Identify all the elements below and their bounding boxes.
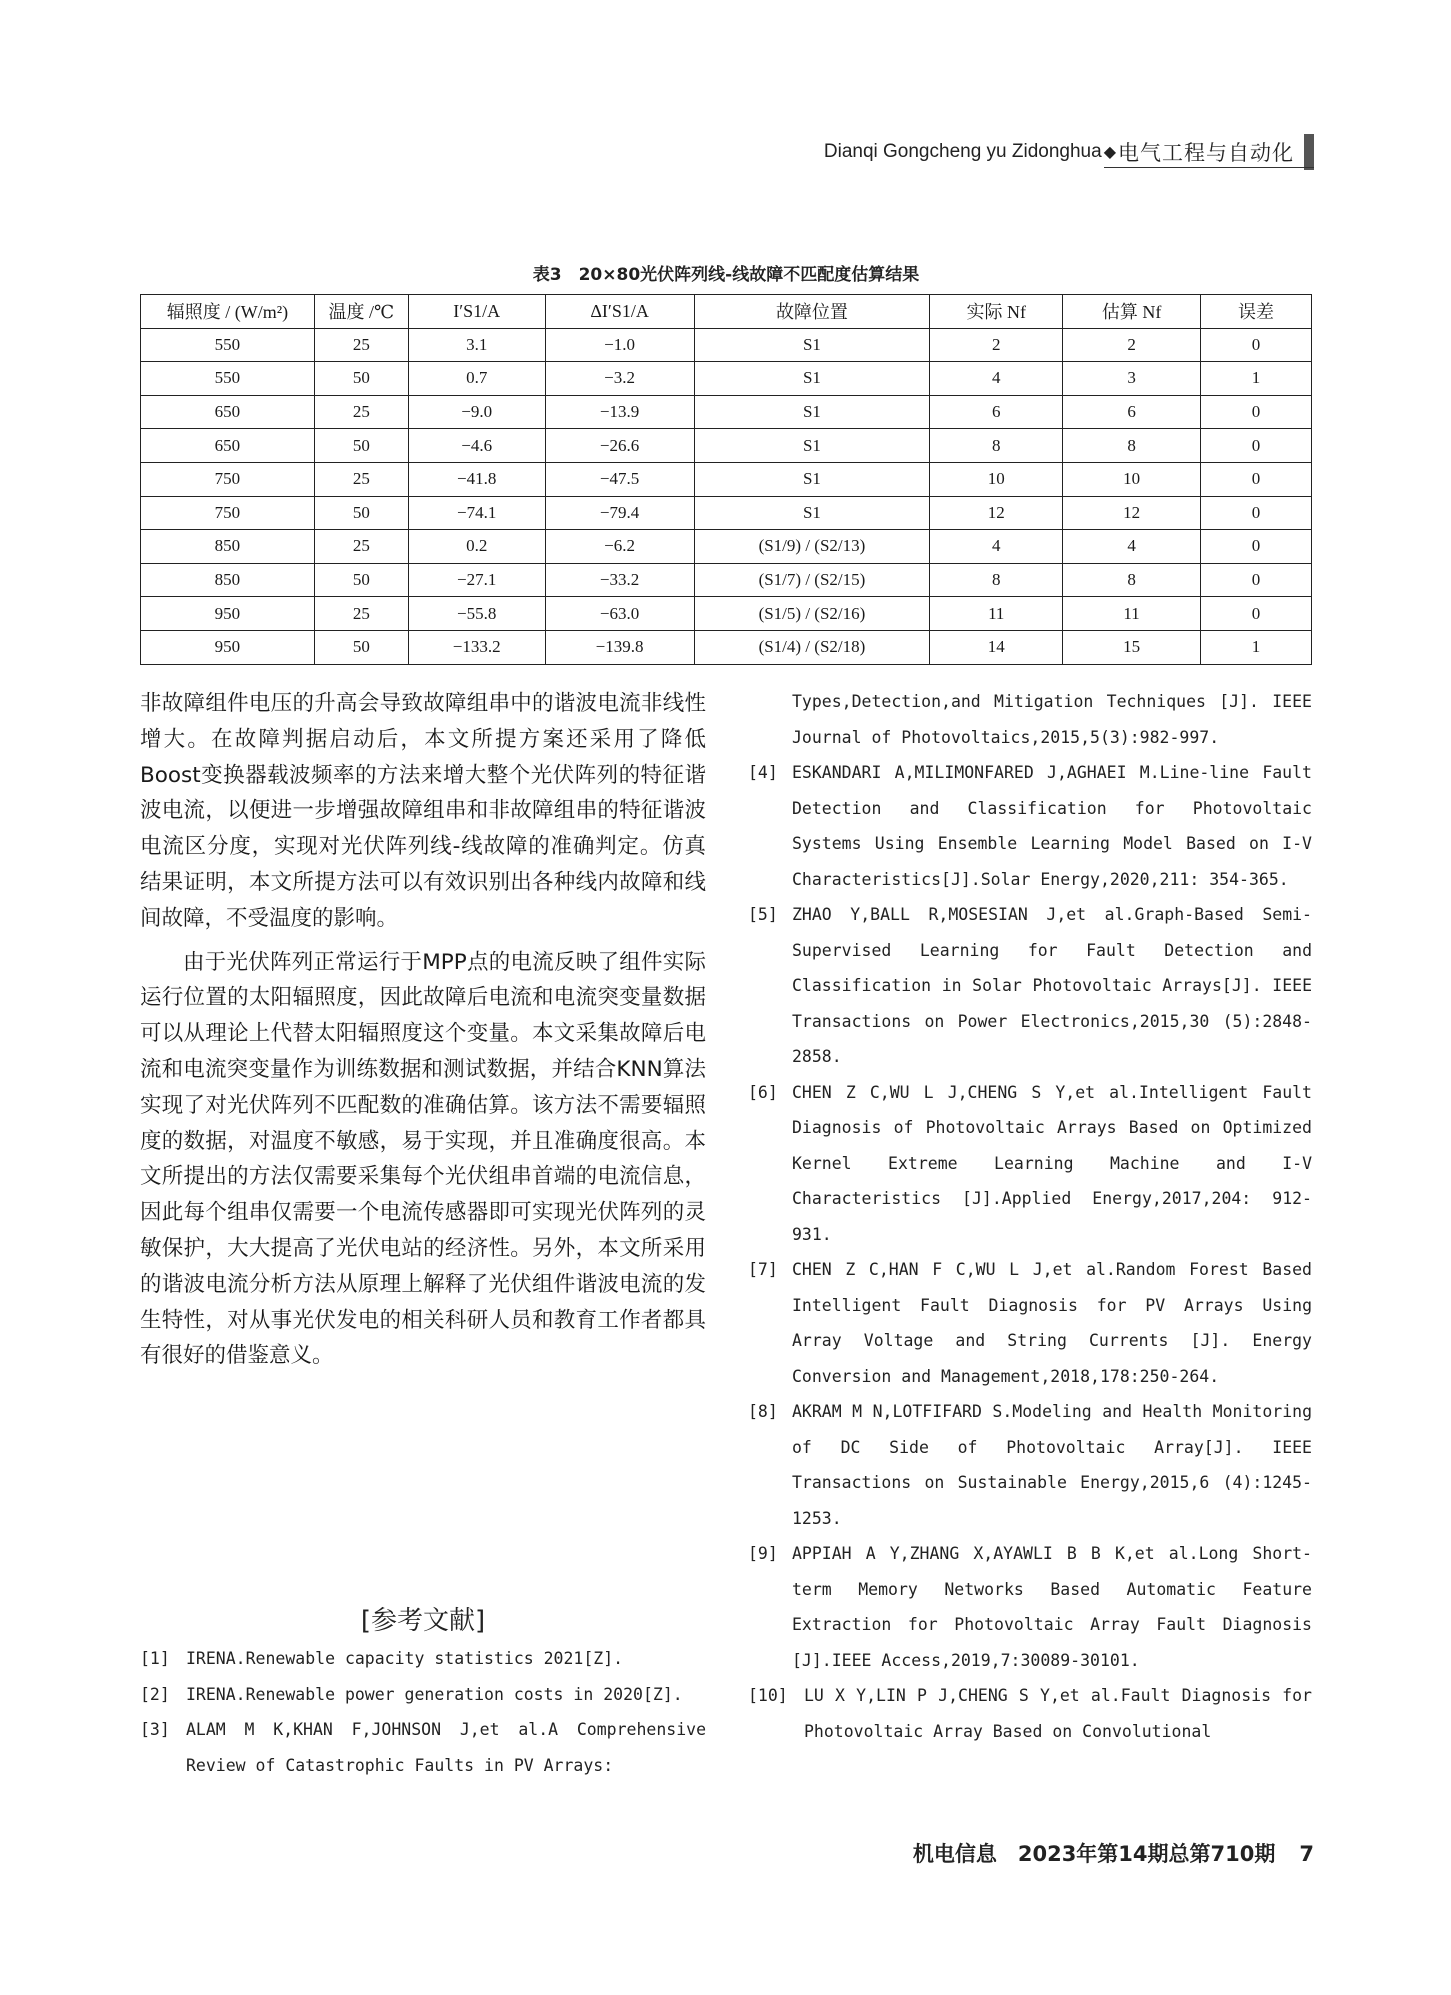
reference-number: [9] <box>748 1544 778 1563</box>
table-cell: 850 <box>141 530 315 564</box>
table-cell: S1 <box>694 429 930 463</box>
reference-number: [2] <box>140 1684 170 1704</box>
table-cell: −47.5 <box>545 462 694 496</box>
table-cell: −33.2 <box>545 563 694 597</box>
table-cell: 12 <box>1063 496 1201 530</box>
table-cell: −3.2 <box>545 362 694 396</box>
table-cell: 0 <box>1201 462 1312 496</box>
table-row <box>141 429 1312 463</box>
table-header-cell: 辐照度 / (W/m²) <box>141 295 315 329</box>
table-cell: −41.8 <box>408 462 545 496</box>
table-cell: −55.8 <box>408 597 545 631</box>
header-rule <box>1104 167 1314 168</box>
table-header-row <box>141 295 1312 329</box>
reference-item <box>748 1536 1312 1678</box>
body-text <box>140 686 706 1374</box>
running-header <box>770 132 1314 172</box>
table-cell: 50 <box>314 429 408 463</box>
table-cell: 6 <box>1063 395 1201 429</box>
references-right-column <box>748 684 1312 1749</box>
references-heading: [参考文献] <box>360 1606 486 1636</box>
table-cell: S1 <box>694 328 930 362</box>
table-header-cell: ΔI′S1/A <box>545 295 694 329</box>
reference-text: ESKANDARI A,MILIMONFARED J,AGHAEI M.Line-line Fault Detection and Classification for Photovoltaic Systems Using Ensemble Learning Model Based on I-V Characteristics[J].Solar Energy,2020,211: 354-365. <box>792 763 1312 889</box>
reference-text: IRENA.Renewable capacity statistics 2021[Z]. <box>186 1649 624 1668</box>
footer-journal-issue: 机电信息 2023年第14期总第710期 <box>912 1842 1276 1866</box>
table-cell: 50 <box>314 496 408 530</box>
reference-text: LU X Y,LIN P J,CHENG S Y,et al.Fault Diagnosis for Photovoltaic Array Based on Convolutional <box>804 1686 1312 1741</box>
table-cell: 2 <box>1063 328 1201 362</box>
table-cell: −63.0 <box>545 597 694 631</box>
table-cell: S1 <box>694 362 930 396</box>
table-cell: 1 <box>1201 362 1312 396</box>
table-cell: 950 <box>141 597 315 631</box>
table-cell: 0.2 <box>408 530 545 564</box>
header-bar-marker <box>1304 134 1314 170</box>
reference-item <box>748 1252 1312 1394</box>
table-cell: (S1/4) / (S2/18) <box>694 630 930 664</box>
table-cell: −74.1 <box>408 496 545 530</box>
reference-number: [1] <box>140 1649 170 1668</box>
table-row <box>141 362 1312 396</box>
table-row <box>141 395 1312 429</box>
table-cell: 50 <box>314 362 408 396</box>
table-cell: 2 <box>930 328 1063 362</box>
page-footer <box>860 1838 1314 1868</box>
reference-text: IRENA.Renewable power generation costs in 2020[Z]. <box>186 1684 683 1704</box>
table-cell: 0 <box>1201 597 1312 631</box>
reference-item <box>748 1394 1312 1536</box>
table-row <box>141 328 1312 362</box>
table-row <box>141 630 1312 664</box>
table-cell: −26.6 <box>545 429 694 463</box>
table-cell: 0.7 <box>408 362 545 396</box>
table-cell: 650 <box>141 395 315 429</box>
table-cell: 50 <box>314 630 408 664</box>
table-cell: 650 <box>141 429 315 463</box>
table-cell: 3.1 <box>408 328 545 362</box>
table-cell: −79.4 <box>545 496 694 530</box>
table-cell: 11 <box>1063 597 1201 631</box>
reference-item <box>748 897 1312 1075</box>
table-title: 表3 20×80光伏阵列线-线故障不匹配度估算结果 <box>532 265 920 285</box>
table-cell: −4.6 <box>408 429 545 463</box>
table-row <box>141 530 1312 564</box>
reference-text: CHEN Z C,HAN F C,WU L J,et al.Random Forest Based Intelligent Fault Diagnosis for PV Arrays Using Array Voltage and String Currents [J]. Energy Conversion and Management,2018,178:250-264. <box>792 1260 1312 1386</box>
table-cell: 8 <box>930 563 1063 597</box>
reference-text: CHEN Z C,WU L J,CHENG S Y,et al.Intelligent Fault Diagnosis of Photovoltaic Arrays Based on Optimized Kernel Extreme Learning Machine and I-V Characteristics [J].Applied Energy,2017,204: 912-931. <box>792 1082 1312 1244</box>
table-cell: 12 <box>930 496 1063 530</box>
table-header-cell: 温度 /℃ <box>314 295 408 329</box>
references-left-column <box>140 1641 706 1783</box>
table-cell: 25 <box>314 395 408 429</box>
table-header-cell: 实际 Nf <box>930 295 1063 329</box>
table-cell: 550 <box>141 362 315 396</box>
table-cell: 8 <box>1063 563 1201 597</box>
diamond-separator-icon: ◆ <box>1103 144 1116 161</box>
reference-number: [3] <box>140 1720 170 1739</box>
table-cell: 950 <box>141 630 315 664</box>
table-cell: 4 <box>930 530 1063 564</box>
table-cell: 0 <box>1201 328 1312 362</box>
reference-number: [7] <box>748 1260 778 1279</box>
table-cell: 0 <box>1201 563 1312 597</box>
table-cell: 25 <box>314 462 408 496</box>
reference-item-continued <box>748 684 1312 755</box>
table-cell: 8 <box>930 429 1063 463</box>
table-cell: 0 <box>1201 496 1312 530</box>
table-cell: 8 <box>1063 429 1201 463</box>
reference-number: [5] <box>748 905 778 924</box>
table-cell: −9.0 <box>408 395 545 429</box>
reference-item <box>748 1678 1312 1749</box>
table-cell: −13.9 <box>545 395 694 429</box>
table-cell: 0 <box>1201 395 1312 429</box>
table-cell: (S1/5) / (S2/16) <box>694 597 930 631</box>
table-cell: 550 <box>141 328 315 362</box>
journal-name-chinese: 电气工程与自动化 <box>1118 142 1294 165</box>
reference-text: APPIAH A Y,ZHANG X,AYAWLI B B K,et al.Long Short-term Memory Networks Based Automatic Feature Extraction for Photovoltaic Array Fault Diagnosis [J].IEEE Access,2019,7:30089-30101. <box>792 1544 1312 1670</box>
table-cell: 0 <box>1201 530 1312 564</box>
table-cell: S1 <box>694 462 930 496</box>
table-cell: 750 <box>141 462 315 496</box>
table-cell: S1 <box>694 496 930 530</box>
table-body <box>141 328 1312 664</box>
body-paragraph-2: 由于光伏阵列正常运行于MPP点的电流反映了组件实际运行位置的太阳辐照度，因此故障后电流和电流突变量数据可以从理论上代替太阳辐照度这个变量。本文采集故障后电流和电流突变量作为训练数据和测试数据，并结合KNN算法实现了对光伏阵列不匹配数的准确估算。该方法不需要辐照度的数据，对温度不敏感，易于实现，并且准确度很高。本文所提出的方法仅需要采集每个光伏组串首端的电流信息，因此每个组串仅需要一个电流传感器即可实现光伏阵列的灵敏保护，大大提高了光伏电站的经济性。另外，本文所采用的谐波电流分析方法从原理上解释了光伏组件谐波电流的发生特性，对从事光伏发电的相关科研人员和教育工作者都具有很好的借鉴意义。 <box>140 949 706 1369</box>
reference-text: AKRAM M N,LOTFIFARD S.Modeling and Health Monitoring of DC Side of Photovoltaic Array[J]. IEEE Transactions on Sustainable Energy,2015,6 (4):1245-1253. <box>792 1402 1312 1528</box>
table-cell: 10 <box>930 462 1063 496</box>
body-paragraph-1: 非故障组件电压的升高会导致故障组串中的谐波电流非线性增大。在故障判据启动后，本文所提方案还采用了降低Boost变换器载波频率的方法来增大整个光伏阵列的特征谐波电流，以便进一步增强故障组串和非故障组串的特征谐波电流区分度，实现对光伏阵列线-线故障的准确判定。仿真结果证明，本文所提方法可以有效识别出各种线内故障和线间故障，不受温度的影响。 <box>140 691 706 931</box>
table-cell: 6 <box>930 395 1063 429</box>
table-row <box>141 462 1312 496</box>
reference-number: [6] <box>748 1082 778 1102</box>
table-cell: 1 <box>1201 630 1312 664</box>
results-table <box>140 294 1312 665</box>
table-cell: 750 <box>141 496 315 530</box>
table-cell: 4 <box>930 362 1063 396</box>
table-cell: S1 <box>694 395 930 429</box>
table-cell: −139.8 <box>545 630 694 664</box>
reference-text: ALAM M K,KHAN F,JOHNSON J,et al.A Comprehensive Review of Catastrophic Faults in PV Arrays: <box>186 1720 706 1775</box>
table-row <box>141 597 1312 631</box>
reference-item <box>140 1712 706 1783</box>
table-cell: 25 <box>314 597 408 631</box>
reference-number: [8] <box>748 1402 778 1421</box>
table-cell: 50 <box>314 563 408 597</box>
table-row <box>141 563 1312 597</box>
table-cell: (S1/7) / (S2/15) <box>694 563 930 597</box>
table-cell: 25 <box>314 328 408 362</box>
table-cell: −1.0 <box>545 328 694 362</box>
reference-text: Types,Detection,and Mitigation Techniques [J]. IEEE Journal of Photovoltaics,2015,5(3):982-997. <box>792 692 1312 747</box>
table-cell: 10 <box>1063 462 1201 496</box>
page-number: 7 <box>1299 1842 1314 1866</box>
reference-number: [10] <box>748 1686 788 1705</box>
table-cell: −133.2 <box>408 630 545 664</box>
table-header-cell: 估算 Nf <box>1063 295 1201 329</box>
reference-item <box>140 1677 706 1713</box>
table-cell: 3 <box>1063 362 1201 396</box>
table-cell: 25 <box>314 530 408 564</box>
table-cell: 14 <box>930 630 1063 664</box>
table-cell: −6.2 <box>545 530 694 564</box>
reference-item <box>748 1075 1312 1253</box>
journal-name-latin: Dianqi Gongcheng yu Zidonghua <box>823 141 1102 162</box>
table-cell: 11 <box>930 597 1063 631</box>
table-cell: 4 <box>1063 530 1201 564</box>
reference-text: ZHAO Y,BALL R,MOSESIAN J,et al.Graph-Based Semi-Supervised Learning for Fault Detection and Classification in Solar Photovoltaic Arrays[J]. IEEE Transactions on Power Electronics,2015,30 (5):2848-2858. <box>792 905 1312 1066</box>
table-header-cell: 故障位置 <box>694 295 930 329</box>
reference-item <box>140 1641 706 1677</box>
table-row <box>141 496 1312 530</box>
table-cell: (S1/9) / (S2/13) <box>694 530 930 564</box>
table-header-cell: 误差 <box>1201 295 1312 329</box>
reference-number: [4] <box>748 763 778 782</box>
table-header-cell: I′S1/A <box>408 295 545 329</box>
table-cell: 850 <box>141 563 315 597</box>
table-cell: 15 <box>1063 630 1201 664</box>
reference-item <box>748 755 1312 897</box>
table-cell: −27.1 <box>408 563 545 597</box>
table-cell: 0 <box>1201 429 1312 463</box>
